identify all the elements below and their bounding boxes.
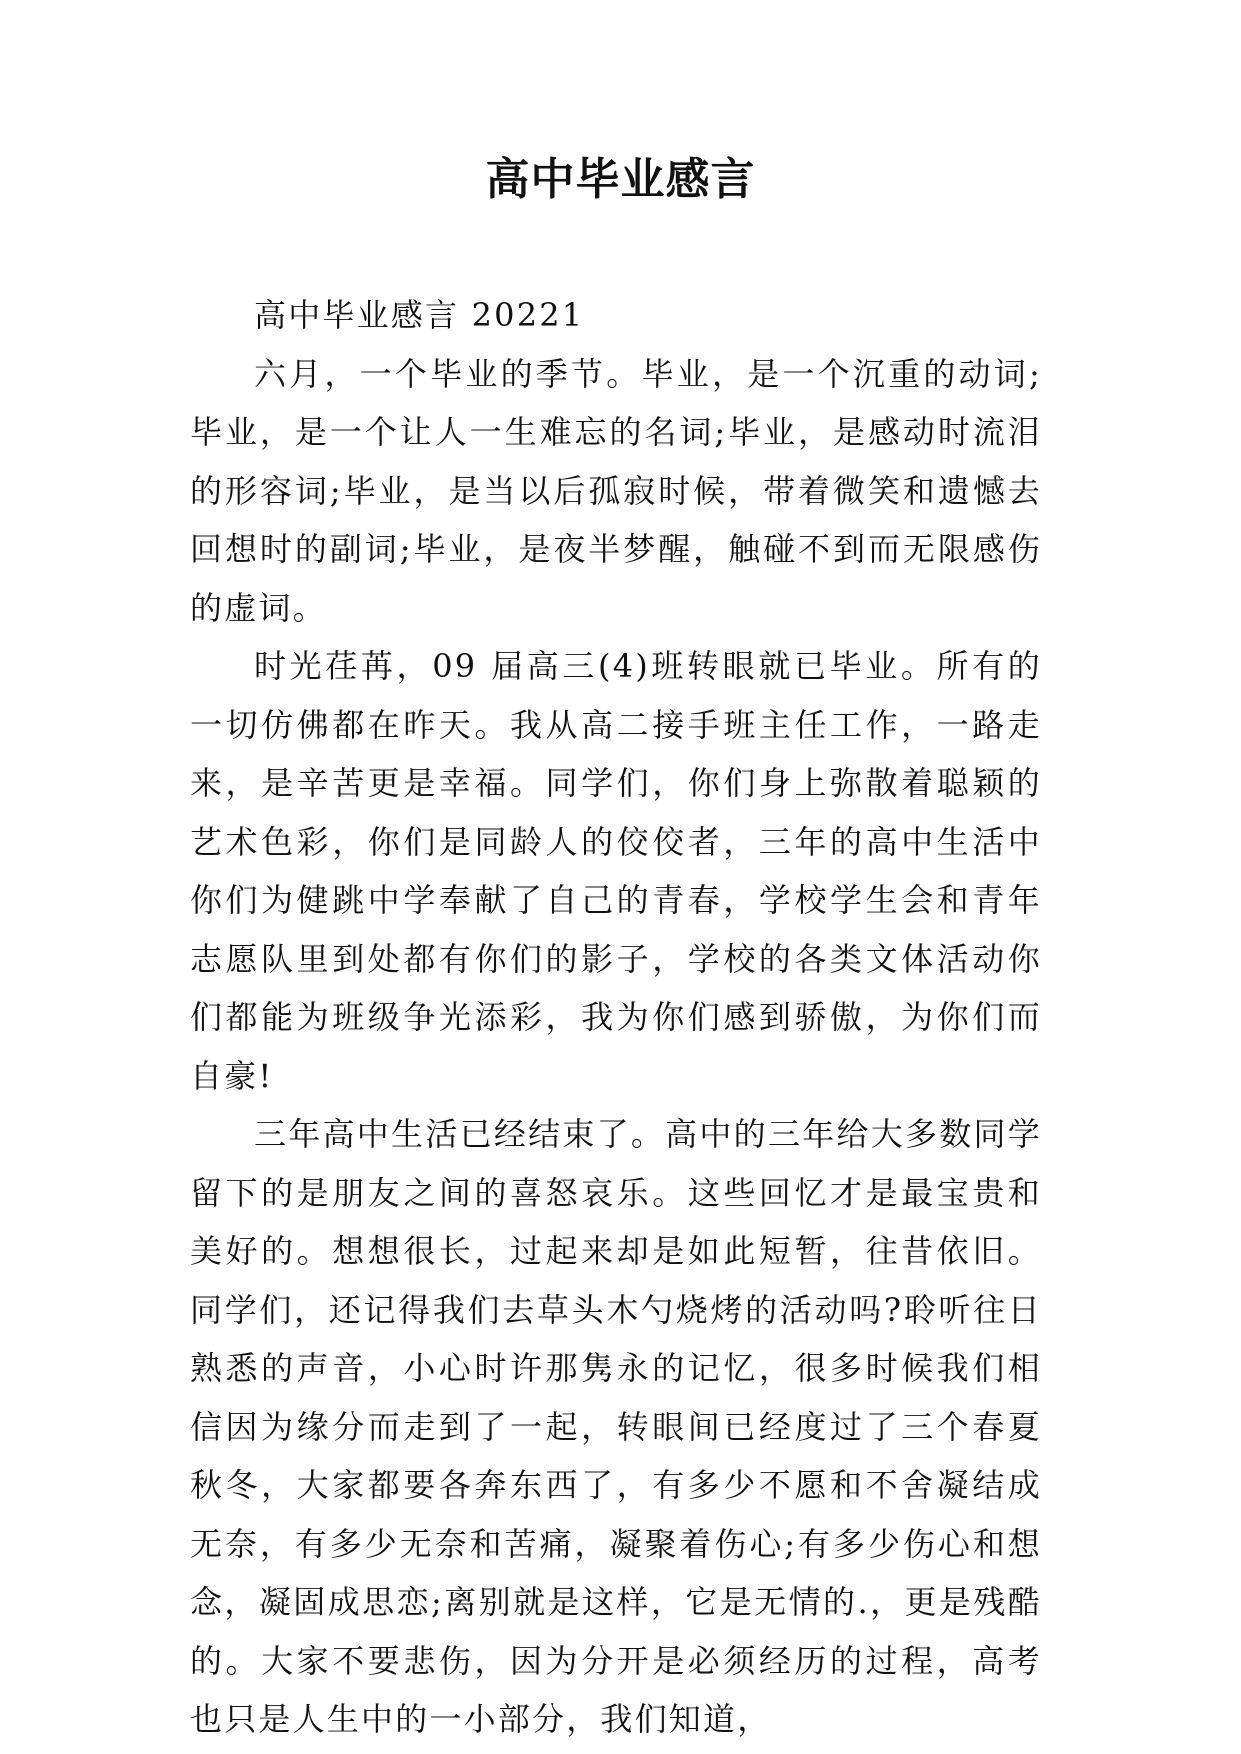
paragraph-farewell: 三年高中生活已经结束了。高中的三年给大多数同学留下的是朋友之间的喜怒哀乐。这些回忆才是最宝贵和美好的。想想很长，过起来却是如此短暂，往昔依旧。同学们，还记得我们去草头木勺烧烤的活动吗?聆听往日熟悉的声音，小心时许那隽永的记忆，很多时候我们相信因为缘分而走到了一起，转眼间已经度过了三个春夏秋冬，大家都要各奔东西了，有多少不愿和不舍凝结成无奈，有多少无奈和苦痛，凝聚着伤心;有多少伤心和想念，凝固成思恋;离别就是这样，它是无情的.，更是残酷的。大家不要悲伤，因为分开是必须经历的过程，高考也只是人生中的一小部分，我们知道， — [190, 1115, 1042, 1738]
paragraph-class-memories: 时光荏苒，09 届高三(4)班转眼就已毕业。所有的一切仿佛都在昨天。我从高二接手班主任工作，一路走来，是辛苦更是幸福。同学们，你们身上弥散着聪颖的艺术色彩，你们是同龄人的佼佼者，三年的高中生活中你们为健跳中学奉献了自己的青春，学校学生会和青年志愿队里到处都有你们的影子，学校的各类文体活动你们都能为班级争光添彩，我为你们感到骄傲，为你们而自豪! — [190, 647, 1042, 1095]
paragraph-subtitle: 高中毕业感言 20221 — [254, 296, 585, 334]
document-title: 高中毕业感言 — [485, 154, 756, 205]
document-body — [190, 286, 1042, 1749]
paragraph-graduation-season: 六月，一个毕业的季节。毕业，是一个沉重的动词;毕业，是一个让人一生难忘的名词;毕业，是感动时流泪的形容词;毕业，是当以后孤寂时候，带着微笑和遗憾去回想时的副词;毕业，是夜半梦醒，触碰不到而无限感伤的虚词。 — [190, 354, 1042, 627]
